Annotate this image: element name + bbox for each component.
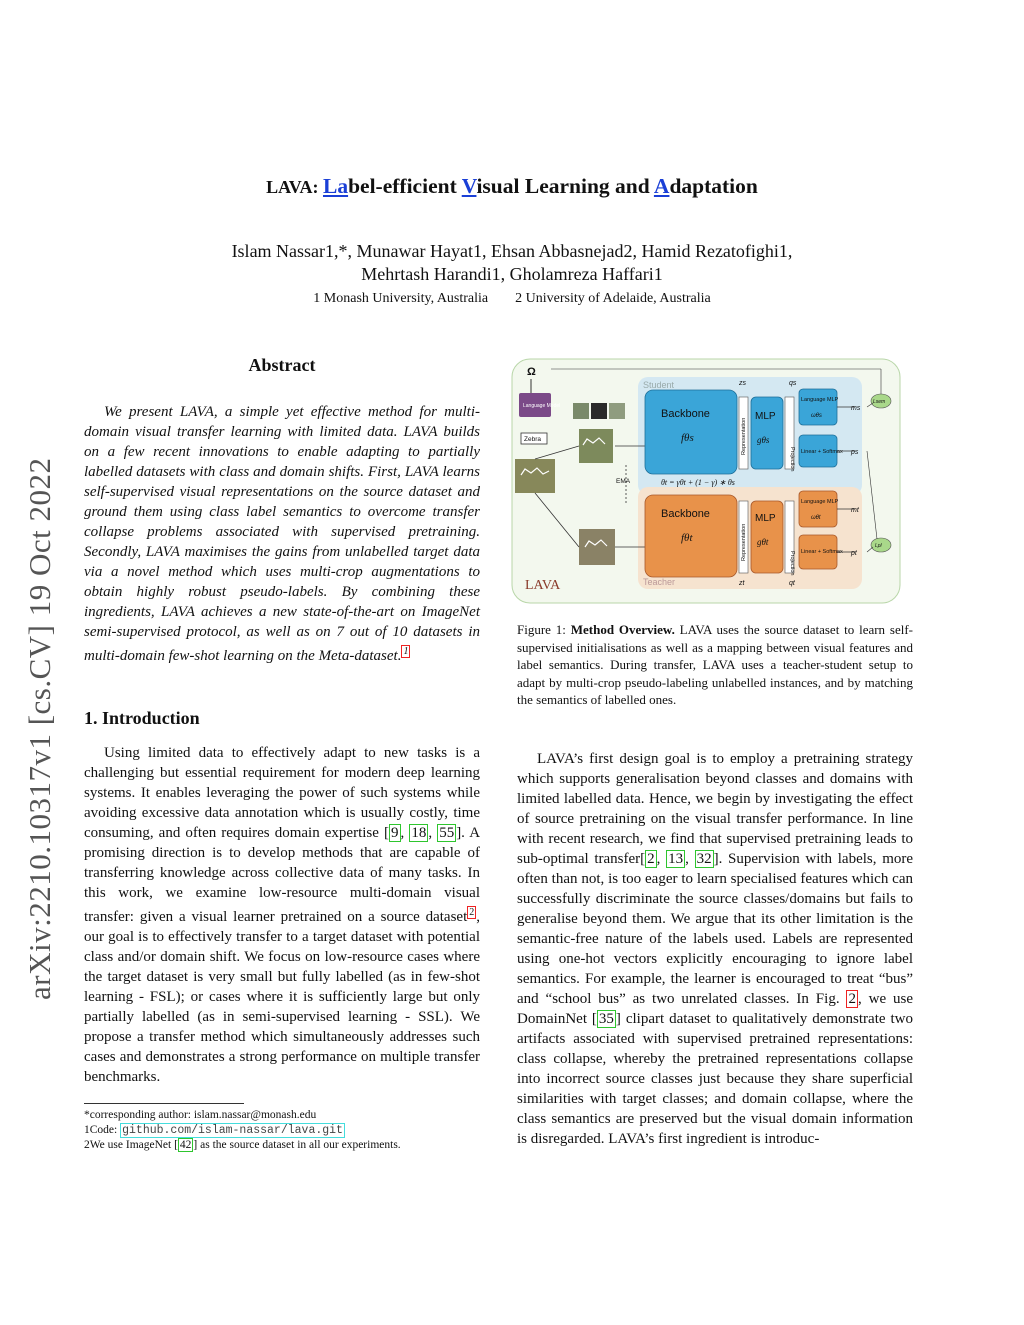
- citation-link[interactable]: 18: [411, 825, 427, 841]
- abstract-text: We present LAVA, a simple yet effective method for multi-domain visual transfer learning with limited data. LAVA builds on a few recent innovations to enable adapting to partially labelled datasets with class and domain shifts. First, LAVA learns self-supervised visual representations on the source dataset and ground them using class label semantics to overcome transfer collapse problems associated with supervised pretraining. Secondly, LAVA maximises the gains from unlabelled target data via a novel method which uses multi-crop augmentations to obtain highly robust pseudo-labels. By combining these ingredients, LAVA achieves a new state-of-the-art on ImageNet semi-supervised protocol, as well as on 7 out of 10 datasets in multi-domain few-shot learning on the Meta-dataset. $^1$: [84, 404, 480, 664]
- paper-title: LAVA: Label-efficient Visual Learning and Adaptation: [266, 174, 758, 198]
- student-language-mlp: [799, 389, 837, 425]
- student-view-image: [579, 429, 613, 463]
- code-link[interactable]: github.com/islam-nassar/lava.git: [122, 1124, 343, 1137]
- right-column: [517, 355, 913, 1149]
- projection-label-teacher: Projection: [789, 551, 795, 576]
- mlp-label-student: MLP: [755, 411, 776, 422]
- ema-equation: θt = γθt + (1 − γ) ∗ θs: [661, 478, 735, 487]
- teacher-view-image: [579, 529, 615, 565]
- citation-link[interactable]: 35: [598, 1010, 614, 1027]
- ema-label: EMA: [616, 478, 631, 485]
- footnote-ref-1[interactable]: 1: [403, 646, 409, 657]
- introduction-paragraph: Using limited data to effectively adapt to new tasks is a challenging but essential requirement for modern deep learning systems. It enables leveraging the power of such systems while avoiding excessive data annotation which is usually costly, time consuming, and often requires domain expertise [ 9 , 18 , 55 ]. A promising direction is to develop methods that are capable of transferring knowledge across collective data of many tasks. In this work, we examine low-resource multi-domain visual transfer: given a visual learner pretrained on a source dataset $^2$ , our goal is to effectively transfer to a target dataset with potential class and/or domain shift. We focus on low-resource cases where the target dataset is very small but fully labelled (as in few-shot learning - FSL); or cases where it is sufficiently large but only partially labelled (as in semi-supervised learning - SSL). We propose a transfer method which simultaneously addresses such cases and demonstrates a strong performance on multiple transfer benchmarks.: [84, 745, 481, 1085]
- student-mlp: [751, 397, 783, 469]
- f-theta-s: fθs: [681, 432, 694, 444]
- authors-line-2: Mehrtash Harandi1, Gholamreza Haffari1: [361, 264, 663, 284]
- language-model-label: Language Model: [523, 403, 561, 409]
- title-link-la[interactable]: La: [322, 174, 349, 198]
- student-label: Student: [643, 380, 675, 390]
- linear-softmax-student: Linear + Softmax: [801, 449, 843, 455]
- citation-link[interactable]: 13: [668, 850, 684, 867]
- g-theta-t: gθt: [757, 537, 769, 547]
- affiliations: 1 Monash University, Australia 2 University of Adelaide, Australia: [313, 291, 711, 306]
- teacher-language-mlp: [799, 491, 837, 527]
- language-mlp-teacher: Language MLP: [801, 499, 839, 505]
- input-image-zebra: [515, 459, 555, 493]
- footnote-corresponding: *corresponding author: islam.nassar@monash.edu: [84, 1109, 317, 1121]
- teacher-label: Teacher: [643, 577, 676, 587]
- footnote-ref-2[interactable]: 2: [469, 907, 475, 918]
- linear-softmax-teacher: Linear + Softmax: [801, 549, 843, 555]
- omega-theta-s: ωθs: [811, 413, 822, 419]
- title-link-v[interactable]: V: [461, 174, 477, 198]
- footnote-divider: [84, 1103, 244, 1104]
- method-overview-figure: [511, 355, 903, 609]
- svg-text:Lsem: Lsem: [873, 399, 886, 405]
- m-s: ms: [851, 405, 861, 412]
- citation-link[interactable]: 42: [179, 1139, 192, 1151]
- svg-text:Lpl: Lpl: [875, 543, 882, 549]
- footnote-imagenet: 2We use ImageNet [ 42 ] as the source dataset in all our experiments.: [84, 1139, 401, 1151]
- citation-link[interactable]: 2: [647, 850, 655, 867]
- language-mlp-student: Language MLP: [801, 397, 839, 403]
- citation-link[interactable]: 55: [439, 825, 455, 841]
- lava-label: LAVA: [525, 578, 561, 593]
- figure-ref-link[interactable]: 2: [848, 990, 856, 1007]
- arxiv-identifier: arXiv:2210.10317v1 [cs.CV] 19 Oct 2022: [22, 457, 57, 1000]
- authors-line-1: Islam Nassar1,*, Munawar Hayat1, Ehsan Abbasnejad2, Hamid Rezatofighi1,: [231, 241, 793, 261]
- right-body-paragraph: LAVA’s first design goal is to employ a pretraining strategy which supports generalisation beyond classes and domains with limited labelled data. Hence, we begin by investigating the effect of source pretraining on the visual transfer performance. In line with recent research, we find that supervised pretraining leads to sub-optimal transfer[ 2 , 13 , 32 ]. Supervision with labels, more often than not, is too eager to learn specialised features which can successfully discriminate the source classes/domains but fails to generalise beyond them. We argue that its other limitation is the semantic-free nature of the labels used. Labels are represented using one-hot vectors explicitly encouraging to ignore label semantics. For example, the learner is encouraged to treat “bus” and “school bus” as two unrelated classes. In Fig. 2 , we use DomainNet [ 35 ] clipart dataset to qualitatively demonstrate two artifacts associated with supervised pretrained representations: class collapse, whereby the pretrained representations collapse into incorrect source classes just because they share superficial similarities with target classes; and domain collapse, where the class semantics are preserved but the visual domain information is disregarded. LAVA’s first ingredient is introduc-: [517, 750, 914, 1147]
- backbone-label-teacher: Backbone: [661, 508, 710, 520]
- sample-image-small-3: [609, 403, 625, 419]
- figure-caption: Figure 1: Method Overview. LAVA uses the source dataset to learn self-supervised initialisations as well as a mapping between visual features and label semantics. During transfer, LAVA uses a teacher-student setup to adapt by multi-crop pseudo-labeling unlabelled instances, and by matching the semantics of labelled ones.: [517, 622, 913, 707]
- g-theta-s: gθs: [757, 435, 770, 445]
- citation-link[interactable]: 32: [696, 850, 712, 867]
- representation-label-student: Representation: [741, 417, 747, 455]
- projection-label-student: Projection: [789, 447, 795, 472]
- footnote-code: 1Code: github.com/islam-nassar/lava.git: [84, 1124, 343, 1137]
- representation-label-teacher: Representation: [741, 523, 747, 561]
- omega-theta-t: ωθt: [811, 515, 821, 521]
- sample-image-small-2: [591, 403, 607, 419]
- f-theta-t: fθt: [681, 532, 693, 544]
- q-s: qs: [789, 380, 797, 387]
- backbone-label-student: Backbone: [661, 408, 710, 420]
- m-t: mt: [851, 507, 859, 514]
- omega-symbol: Ω: [527, 366, 536, 378]
- author-list: [0, 240, 1024, 286]
- p-s: ps: [851, 449, 859, 456]
- z-s: zs: [739, 380, 746, 387]
- citation-link[interactable]: 9: [391, 825, 399, 841]
- svg-text:Zebra: Zebra: [524, 436, 541, 443]
- mlp-label-teacher: MLP: [755, 513, 776, 524]
- z-t: zt: [739, 580, 745, 587]
- left-column: [84, 355, 480, 1153]
- introduction-heading: 1. Introduction: [84, 708, 200, 728]
- abstract-heading: Abstract: [248, 355, 316, 375]
- title-link-a[interactable]: A: [653, 174, 670, 198]
- q-t: qt: [789, 580, 795, 587]
- p-t: pt: [851, 550, 857, 557]
- sample-image-small-1: [573, 403, 589, 419]
